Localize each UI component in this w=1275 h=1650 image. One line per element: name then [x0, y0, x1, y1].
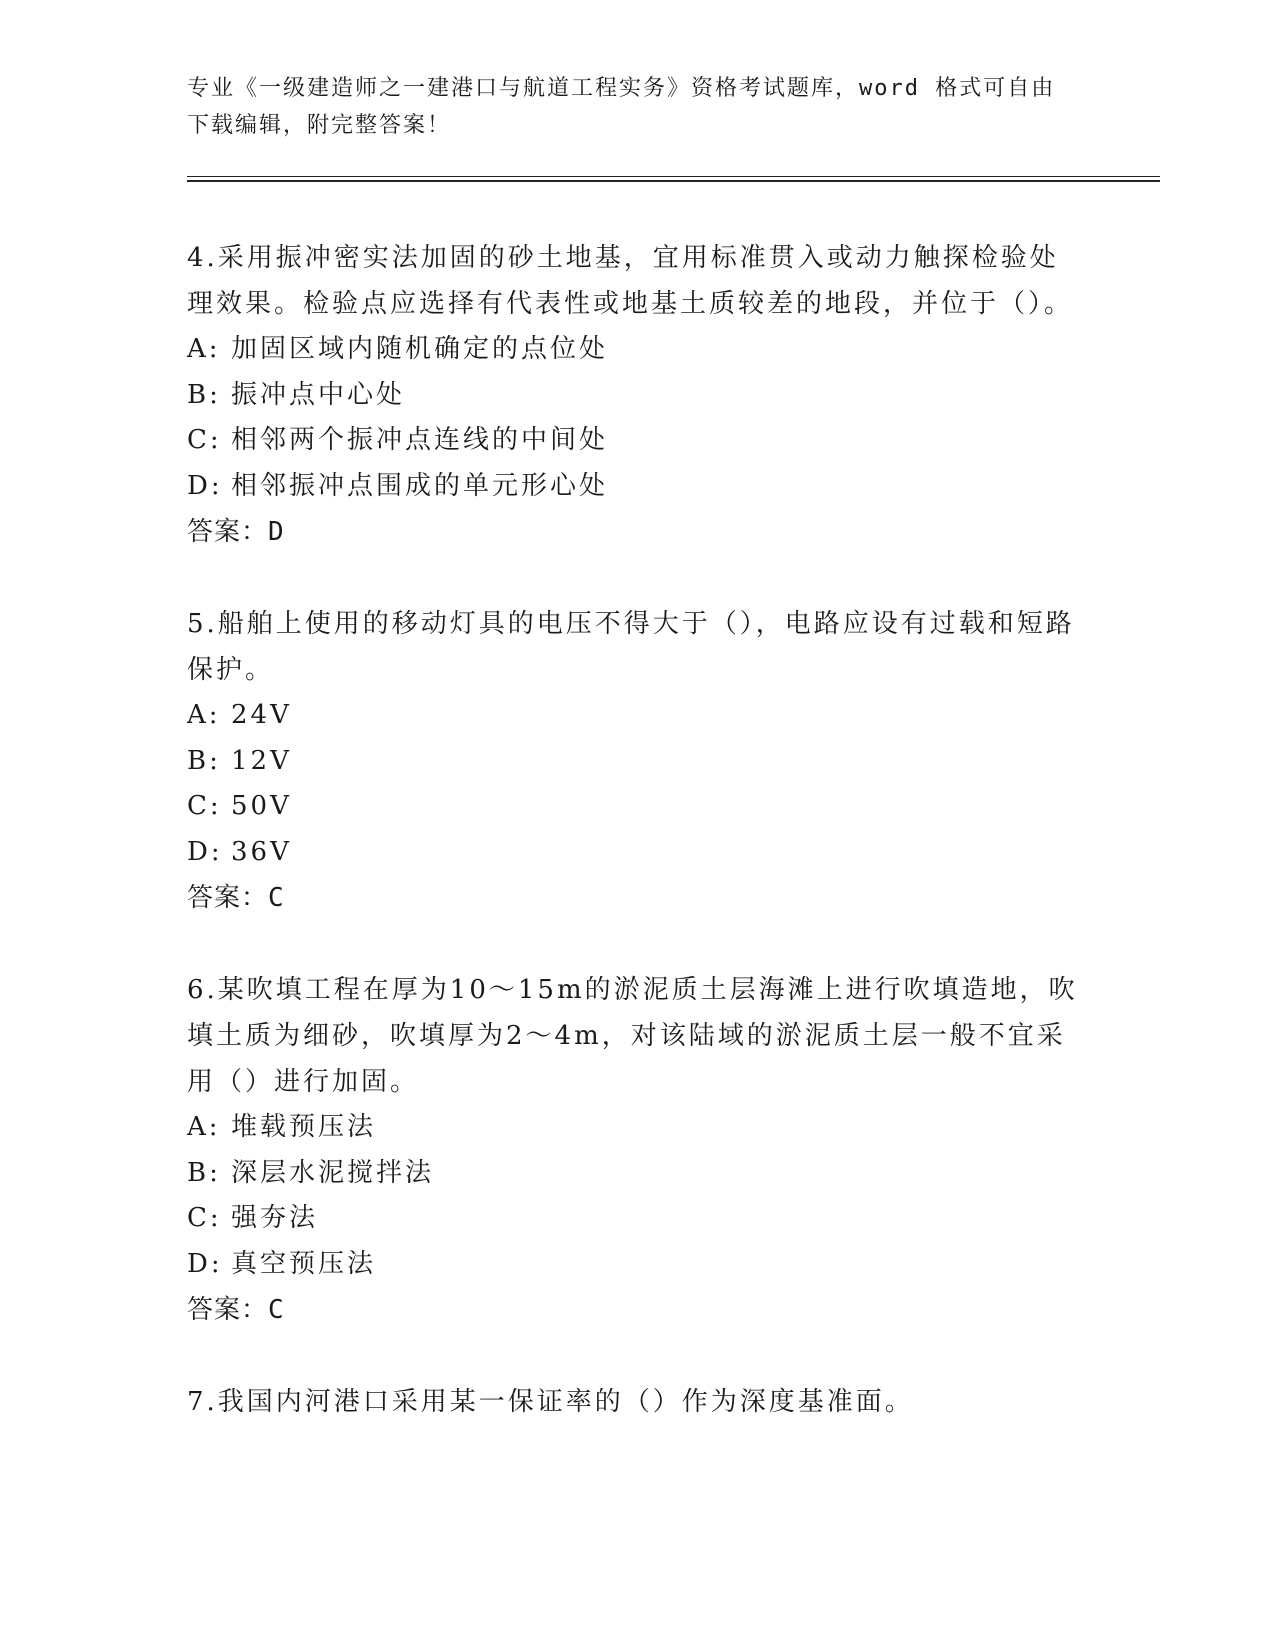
option-a — [187, 1105, 1087, 1151]
option-key: D: — [187, 470, 223, 501]
option-key: C: — [187, 425, 222, 455]
option-text: 加固区域内随机确定的点位处 — [231, 334, 609, 364]
option-text: 堆载预压法 — [231, 1112, 377, 1142]
option-key: D: — [187, 1248, 223, 1279]
question-text: 6.某吹填工程在厚为10～15m的淤泥质土层海滩上进行吹填造地，吹填土质为细砂，吹填厚为2～4m，对该陆域的淤泥质土层一般不宜采用（）进行加固。 — [187, 975, 1078, 1097]
option-d — [187, 464, 1087, 510]
option-c — [187, 784, 1087, 830]
question-text: 7.我国内河港口采用某一保证率的（）作为深度基准面。 — [187, 1387, 914, 1417]
option-text: 24V — [231, 700, 292, 730]
option-key: A: — [187, 1112, 221, 1142]
header-divider-thick — [187, 180, 1160, 182]
option-text: 相邻两个振冲点连线的中间处 — [231, 425, 609, 455]
header-line-1: 专业《一级建造师之一建港口与航道工程实务》资格考试题库，word 格式可自由 — [187, 76, 1056, 101]
option-text: 50V — [231, 791, 292, 821]
question-6 — [187, 967, 1087, 1333]
option-key: B: — [187, 745, 221, 776]
option-key: C: — [187, 1203, 222, 1233]
answer-line: 答案：C — [187, 883, 285, 913]
question-text: 4.采用振冲密实法加固的砂土地基，宜用标准贯入或动力触探检验处理效果。检验点应选择有代表性或地基土质较差的地段，并位于（）。 — [187, 243, 1074, 319]
option-b — [187, 739, 1087, 785]
option-key: B: — [187, 1157, 221, 1188]
option-text: 36V — [231, 836, 292, 867]
option-text: 相邻振冲点围成的单元形心处 — [231, 470, 609, 501]
option-c — [187, 418, 1087, 464]
answer-line: 答案：D — [187, 517, 285, 547]
option-a — [187, 327, 1087, 373]
option-d — [187, 830, 1087, 876]
document-header — [187, 70, 1087, 144]
option-key: A: — [187, 334, 221, 364]
question-4 — [187, 235, 1087, 555]
header-divider-thin — [187, 176, 1160, 177]
option-text: 真空预压法 — [231, 1248, 377, 1279]
question-list — [187, 235, 1087, 1471]
header-line-2: 下载编辑，附完整答案！ — [187, 113, 452, 138]
option-key: B: — [187, 379, 221, 410]
option-c — [187, 1196, 1087, 1242]
option-text: 振冲点中心处 — [231, 379, 406, 410]
option-key: C: — [187, 791, 222, 821]
question-7 — [187, 1379, 1087, 1425]
option-key: D: — [187, 836, 223, 867]
option-d — [187, 1242, 1087, 1288]
option-a — [187, 693, 1087, 739]
option-text: 深层水泥搅拌法 — [231, 1157, 435, 1188]
question-5 — [187, 601, 1087, 921]
option-text: 12V — [231, 745, 292, 776]
option-b — [187, 373, 1087, 419]
option-key: A: — [187, 700, 221, 730]
question-text: 5.船舶上使用的移动灯具的电压不得大于（），电路应设有过载和短路保护。 — [187, 609, 1075, 685]
option-b — [187, 1151, 1087, 1197]
option-text: 强夯法 — [231, 1203, 319, 1233]
answer-line: 答案：C — [187, 1295, 285, 1325]
